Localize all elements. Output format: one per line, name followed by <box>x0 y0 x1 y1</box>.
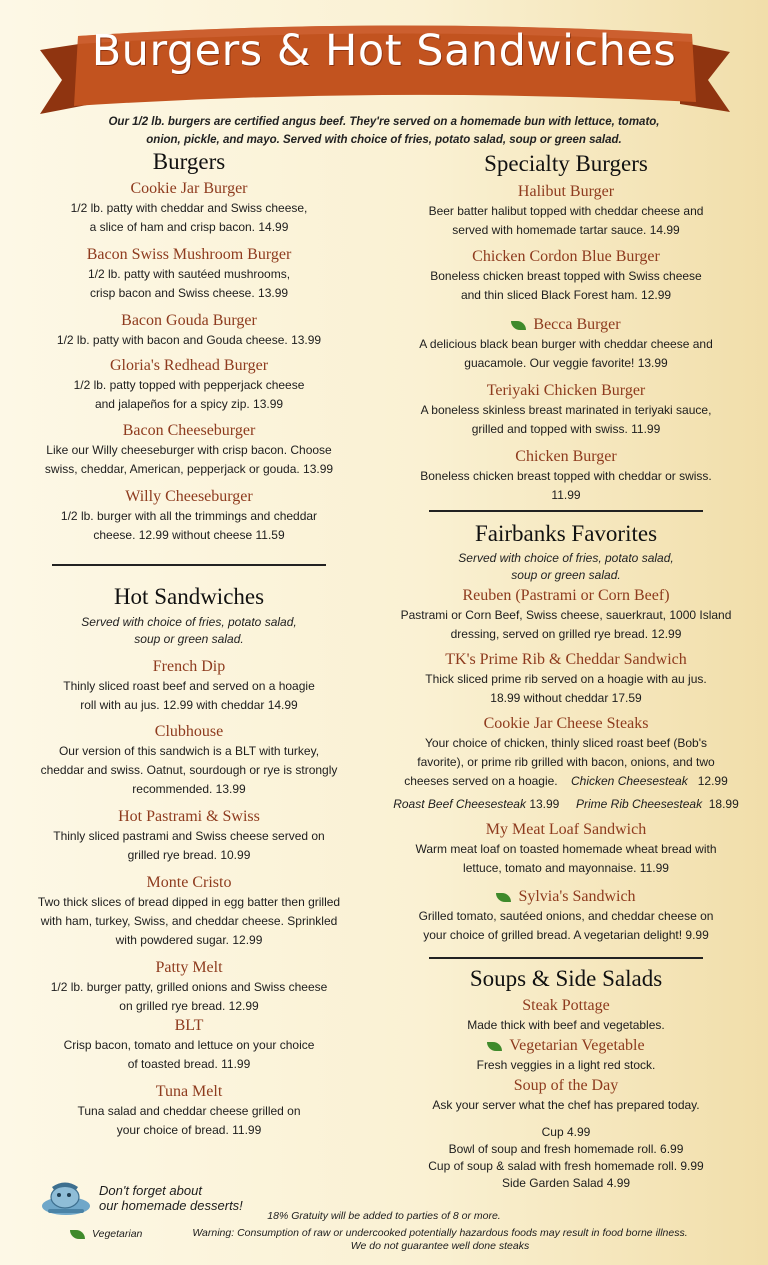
item-name: Tuna Melt <box>155 1083 223 1100</box>
cheesesteak-price: 18.99 <box>708 797 739 811</box>
item-desc: A delicious black bean burger with cheddar cheese and <box>419 337 713 351</box>
section-subtitle: Served with choice of fries, potato salad, <box>81 615 297 629</box>
specialty-burgers-heading: Specialty Burgers <box>484 151 648 176</box>
item-desc: 1/2 lb. patty with sautéed mushrooms, <box>87 267 291 281</box>
item-desc: roll with au jus. 12.99 with cheddar 14.99 <box>80 698 298 712</box>
item-name: Soup of the Day <box>513 1077 619 1094</box>
menu-item <box>390 996 742 1035</box>
item-name: My Meat Loaf Sandwich <box>485 821 647 838</box>
menu-item <box>20 722 358 799</box>
menu-item <box>20 958 358 1016</box>
item-desc: Tuna salad and cheddar cheese grilled on <box>77 1104 301 1118</box>
section-divider <box>52 564 326 566</box>
item-desc: crisp bacon and Swiss cheese. 13.99 <box>89 286 289 300</box>
item-desc: Crisp bacon, tomato and lettuce on your choice <box>63 1038 315 1052</box>
item-desc: swiss, cheddar, American, pepperjack or gouda. 13.99 <box>44 462 334 476</box>
section-divider <box>429 957 703 959</box>
price-line: Side Garden Salad 4.99 <box>501 1176 631 1190</box>
menu-item <box>20 245 358 303</box>
item-desc: your choice of bread. 11.99 <box>116 1123 262 1137</box>
item-desc: of toasted bread. 11.99 <box>127 1057 251 1071</box>
item-name: Cookie Jar Cheese Steaks <box>483 715 649 732</box>
menu-item <box>390 447 742 505</box>
menu-item <box>390 1076 742 1115</box>
item-name: Sylvia's Sandwich <box>518 888 636 905</box>
item-desc: and thin sliced Black Forest ham. 12.99 <box>460 288 672 302</box>
item-desc-row <box>390 772 742 791</box>
burgers-heading: Burgers <box>152 149 226 174</box>
cheesesteak-label: Chicken Cheesesteak <box>571 774 688 788</box>
warning-line: We do not guarantee well done steaks <box>350 1240 530 1252</box>
menu-item <box>390 714 742 814</box>
item-desc: cheese. 12.99 without cheese 11.59 <box>93 528 285 542</box>
item-desc: 1/2 lb. patty with bacon and Gouda cheese. 13.99 <box>56 333 322 347</box>
soup-prices <box>390 1124 742 1192</box>
item-desc: dressing, served on grilled rye bread. 12.99 <box>450 627 682 641</box>
item-desc: served with homemade tartar sauce. 14.99 <box>452 223 680 237</box>
menu-item <box>20 421 358 479</box>
cheesesteak-price: 12.99 <box>697 774 728 788</box>
item-name: Halibut Burger <box>517 183 615 200</box>
item-name-row <box>390 1036 742 1056</box>
item-desc: Boneless chicken breast topped with Swiss cheese <box>430 269 702 283</box>
item-desc: Like our Willy cheeseburger with crisp bacon. Choose <box>46 443 332 457</box>
item-desc: with ham, turkey, Swiss, and cheddar cheese. Sprinkled <box>40 914 338 928</box>
menu-item <box>20 179 358 237</box>
cheesesteak-label: Prime Rib Cheesesteak <box>576 797 703 811</box>
menu-item <box>390 247 742 305</box>
menu-item <box>20 873 358 950</box>
item-name: Bacon Swiss Mushroom Burger <box>86 246 292 263</box>
item-desc: Made thick with beef and vegetables. <box>467 1018 665 1032</box>
item-desc: Boneless chicken breast topped with cheddar or swiss. <box>420 469 712 483</box>
item-desc: cheeses served on a hoagie. <box>404 774 558 788</box>
item-name-row <box>390 315 742 335</box>
left-column <box>20 148 358 1140</box>
item-desc: 11.99 <box>551 488 581 502</box>
page-title: Burgers & Hot Sandwiches <box>91 26 677 76</box>
item-name: Reuben (Pastrami or Corn Beef) <box>462 587 670 604</box>
section-divider <box>429 510 703 512</box>
menu-item <box>390 315 742 373</box>
item-desc: on grilled rye bread. 12.99 <box>119 999 259 1013</box>
right-column <box>390 150 742 1192</box>
leaf-icon <box>70 1230 85 1239</box>
item-desc: Our version of this sandwich is a BLT with turkey, <box>58 744 320 758</box>
section-subtitle: soup or green salad. <box>511 568 621 582</box>
item-desc: grilled and topped with swiss. 11.99 <box>471 422 661 436</box>
warning-line: Warning: Consumption of raw or undercooked potentially hazardous foods may result in food borne illness. <box>192 1227 688 1239</box>
item-desc: your choice of grilled bread. A vegetarian delight! 9.99 <box>423 928 709 942</box>
item-desc: Two thick slices of bread dipped in egg batter then grilled <box>37 895 341 909</box>
item-desc: with powdered sugar. 12.99 <box>115 933 263 947</box>
leaf-icon <box>511 321 526 330</box>
item-desc: Warm meat loaf on toasted homemade wheat bread with <box>415 842 717 856</box>
item-desc: grilled rye bread. 10.99 <box>127 848 251 862</box>
dessert-line: our homemade desserts! <box>99 1198 243 1213</box>
hot-sandwiches-heading: Hot Sandwiches <box>113 584 265 609</box>
item-name: Bacon Cheeseburger <box>122 422 256 439</box>
item-name: Chicken Burger <box>515 448 617 465</box>
item-desc: Thinly sliced pastrami and Swiss cheese served on <box>53 829 325 843</box>
item-desc: Thick sliced prime rib served on a hoagie with au jus. <box>425 672 707 686</box>
item-desc: Pastrami or Corn Beef, Swiss cheese, sauerkraut, 1000 Island <box>400 608 732 622</box>
menu-item <box>20 311 358 350</box>
item-name: BLT <box>174 1017 204 1034</box>
menu-item <box>20 487 358 545</box>
menu-item <box>20 807 358 865</box>
menu-item <box>390 887 742 945</box>
item-desc: Ask your server what the chef has prepared today. <box>432 1098 700 1112</box>
vegetarian-legend <box>70 1228 142 1240</box>
item-name-row <box>390 887 742 907</box>
fairbanks-heading: Fairbanks Favorites <box>474 521 658 546</box>
item-name: Teriyaki Chicken Burger <box>486 382 646 399</box>
item-desc: 1/2 lb. patty topped with pepperjack cheese <box>73 378 305 392</box>
item-name: Willy Cheeseburger <box>125 488 253 505</box>
item-desc: cheddar and swiss. Oatnut, sourdough or rye is strongly <box>40 763 338 777</box>
dessert-note <box>99 1183 243 1213</box>
item-desc: Grilled tomato, sautéed onions, and cheddar cheese on <box>418 909 714 923</box>
gratuity-note: 18% Gratuity will be added to parties of 8 or more. <box>267 1210 501 1222</box>
cheesesteak-label: Roast Beef Cheesesteak <box>393 797 526 811</box>
item-desc: 18.99 without cheddar 17.59 <box>490 691 642 705</box>
vegetarian-label: Vegetarian <box>92 1228 143 1240</box>
cheesesteak-price: 13.99 <box>529 797 560 811</box>
item-desc-row <box>390 795 742 814</box>
item-desc: a slice of ham and crisp bacon. 14.99 <box>89 220 289 234</box>
item-desc: recommended. 13.99 <box>132 782 246 796</box>
dessert-line: Don't forget about <box>99 1183 202 1198</box>
price-line: Cup 4.99 <box>541 1125 591 1139</box>
item-desc: and jalapeños for a spicy zip. 13.99 <box>94 397 284 411</box>
menu-item <box>20 657 358 715</box>
soups-heading: Soups & Side Salads <box>469 966 663 991</box>
item-desc: Beer batter halibut topped with cheddar cheese and <box>428 204 704 218</box>
item-name: French Dip <box>152 658 226 675</box>
item-name: Gloria's Redhead Burger <box>109 357 269 374</box>
item-name: Becca Burger <box>533 316 621 333</box>
item-desc: 1/2 lb. patty with cheddar and Swiss cheese, <box>70 201 308 215</box>
item-name: Vegetarian Vegetable <box>509 1037 645 1054</box>
menu-item <box>390 650 742 708</box>
menu-item <box>390 820 742 878</box>
item-name: Steak Pottage <box>522 997 610 1014</box>
item-name: TK's Prime Rib & Cheddar Sandwich <box>445 651 687 668</box>
item-name: Patty Melt <box>155 959 223 976</box>
leaf-icon <box>487 1042 502 1051</box>
item-desc: Thinly sliced roast beef and served on a hoagie <box>63 679 315 693</box>
menu-item <box>20 1016 358 1074</box>
item-desc: Your choice of chicken, thinly sliced roast beef (Bob's <box>425 736 707 750</box>
menu-item <box>20 1082 358 1140</box>
item-name: Cookie Jar Burger <box>130 180 248 197</box>
section-subtitle: Served with choice of fries, potato salad, <box>458 551 674 565</box>
item-desc: guacamole. Our veggie favorite! 13.99 <box>464 356 668 370</box>
intro-text: Our 1/2 lb. burgers are certified angus beef. They're served on a homemade bun with lettuce, tomato, onion, pickle, and mayo. Served with choice of fries, potato salad, soup or green salad. <box>108 116 660 146</box>
price-line: Bowl of soup and fresh homemade roll. 6.99 <box>448 1142 684 1156</box>
item-name: Chicken Cordon Blue Burger <box>472 248 660 265</box>
item-name: Bacon Gouda Burger <box>121 312 257 329</box>
item-desc: A boneless skinless breast marinated in teriyaki sauce, <box>420 403 712 417</box>
item-desc: 1/2 lb. burger with all the trimmings and cheddar <box>60 509 318 523</box>
item-name: Monte Cristo <box>146 874 232 891</box>
item-name: Clubhouse <box>154 723 224 740</box>
menu-item <box>390 586 742 644</box>
item-desc: favorite), or prime rib grilled with bacon, onions, and two <box>417 755 715 769</box>
item-name: Hot Pastrami & Swiss <box>118 808 260 825</box>
item-desc: Fresh veggies in a light red stock. <box>476 1058 656 1072</box>
menu-item <box>390 381 742 439</box>
price-line: Cup of soup & salad with fresh homemade roll. 9.99 <box>428 1159 704 1173</box>
section-subtitle: soup or green salad. <box>134 632 244 646</box>
menu-item <box>390 182 742 240</box>
warning-note <box>170 1227 710 1253</box>
menu-item <box>20 356 358 414</box>
item-desc: lettuce, tomato and mayonnaise. 11.99 <box>463 861 669 875</box>
leaf-icon <box>496 893 511 902</box>
item-desc: 1/2 lb. burger patty, grilled onions and Swiss cheese <box>50 980 328 994</box>
menu-item <box>390 1036 742 1075</box>
